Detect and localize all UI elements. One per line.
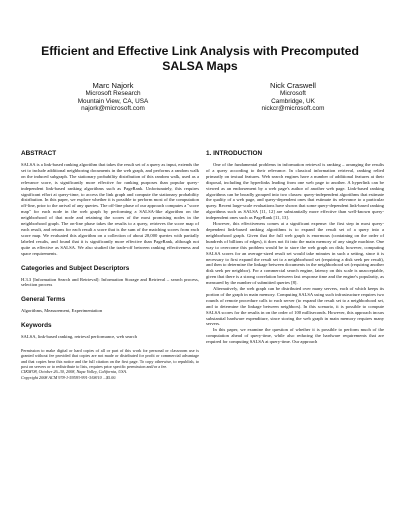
left-column [21,150,199,380]
author-email: nickcr@microsoft.com [261,105,325,113]
intro-paragraph: Alternatively, the web graph can be distributed over many servers, each of which keeps its portion of the graph in main memory. Computing SALSA using such infrastructure requires two rounds of remote procedure calls to each server (to expand the result set to a neighborhood set, and to determine the linkage between neighbors). In this scenario, it is possible to compute SALSA scores for the results in on the order of 100 milliseconds. However, this approach incurs substantial hardware expenditure, since storing the web graph in main memory requires many servers. [206,286,384,327]
author-block-1 [38,81,188,113]
author-email: najork@microsoft.com [81,105,145,113]
intro-heading: 1. INTRODUCTION [206,150,263,157]
conference-notice: CIKM'08, October 26–30, 2008, Napa Valley, California, USA. Copyright 2008 ACM 978-1-59593-991-3/08/10 ...$5.00. [21,369,127,380]
intro-paragraph: In this paper, we examine the question of whether it is possible to perform much of the computation ahead of query-time, while also reducing the hardware requirements that are required for computing SALSA at query-time. Our approach [206,327,384,345]
abstract-text: SALSA is a link-based ranking algorithm that takes the result set of a query as input, extends the set to include additional neighboring documents in the web graph, and performs a random walk on the induced subgraph. The stationary probability distribution of this random walk, used as a relevance score, is significantly more effective for ranking purposes than popular query-independent link-based ranking algorithms such as PageRank. Unfortunately, this requires significant effort at query-time, to access the link graph and compute the stationary probability distribution. In this paper, we explore whether it is possible to perform most of the computation off-line, prior to the arrival of any queries. The off-line phase of our approach computes a "score map" for each node in the web graph by performing a SALSA-like algorithm on the neighborhood of that node and retaining the scores of the most promising nodes in the neighborhood graph. The on-line phase takes the results to a query, retrieves the score map of each result, and returns for each result a score that is the sum of the matching scores from each score map. We evaluated this algorithm on a collection of about 28,000 queries with partially labeled results, and found that it is significantly more effective than PageRank, although not quite as effective as SALSA. We also studied the trade-off between ranking effectiveness and space requirements. [21,162,199,256]
author-location: Mountain View, CA, USA [77,97,149,105]
author-block-2 [218,81,368,113]
author-location: Cambridge, UK [271,97,315,105]
intro-paragraph: However, this effectiveness comes at a significant expense: the first step in most query-dependent link-based ranking algorithms is to expand the result set of a query into a neighborhood graph. Given that the full web graph is enormous (containing on the order of hundreds of billions of edges), it does not fit into the main memory of any single machine. One way to overcome this problem would be to store the web graph on disk; however, computing SALSA scores for an average-sized result set would take minutes in such a setting, since it is necessary to first expand the result set to a neighborhood set (requiring a disk seek per result), and then to determine the linkage between documents in the neighborhood set (requiring another disk seek per neighbor). For a commercial search engine, latency on this scale is unacceptable, given that there is a strong correlation between fast response time and the engine's popularity, as measured by the number of submitted queries [8]. [206,221,384,286]
categories-text: H.3.3 [Information Search and Retrieval]: Information Storage and Retrieval – search process, selection process [21,276,199,288]
author-name: Nick Craswell [270,81,316,90]
author-affiliation: Microsoft Research [85,90,141,97]
right-column [206,150,384,345]
author-affiliation: Microsoft [280,90,306,97]
terms-heading: General Terms [21,296,66,304]
author-name: Marc Najork [92,81,134,90]
abstract-heading: ABSTRACT [21,150,57,157]
categories-heading: Categories and Subject Descriptors [21,264,130,272]
keywords-heading: Keywords [21,322,52,330]
intro-paragraph: One of the fundamental problems in information retrieval is ranking – arranging the results of a query according to their relevance. In classical information retrieval, ranking relied primarily on textual features. Web search engines have a number of additional features at their disposal, including the hyperlinks leading from one web page to another. A hyperlink can be viewed as an endorsement by a web page's author of another web page. Link-based ranking algorithms can be broadly grouped into two classes: query-independent algorithms that estimate the quality of a web page, and query-dependent ones that estimate its relevance to a particular query. Recent large-scale evaluations have shown that some query-dependent link-based ranking algorithms such as SALSA [11, 12] are substantially more effective than well-known query-independent ones such as PageRank [11, 13]. [206,162,384,221]
terms-text: Algorithms, Measurement, Experimentation [21,308,103,314]
permission-notice: Permission to make digital or hard copies of all or part of this work for personal or classroom use is granted without fee provided that copies are not made or distributed for profit or commercial advantage and that copies bear this notice and the full citation on the first page. To copy otherwise, to republish, to post on servers or to redistribute to lists, requires prior specific permission and/or a fee. [21,348,199,370]
keywords-text: SALSA, link-based ranking, retrieval performance, web search [21,334,137,340]
paper-title: Efficient and Effective Link Analysis with Precomputed SALSA Maps [41,44,359,73]
